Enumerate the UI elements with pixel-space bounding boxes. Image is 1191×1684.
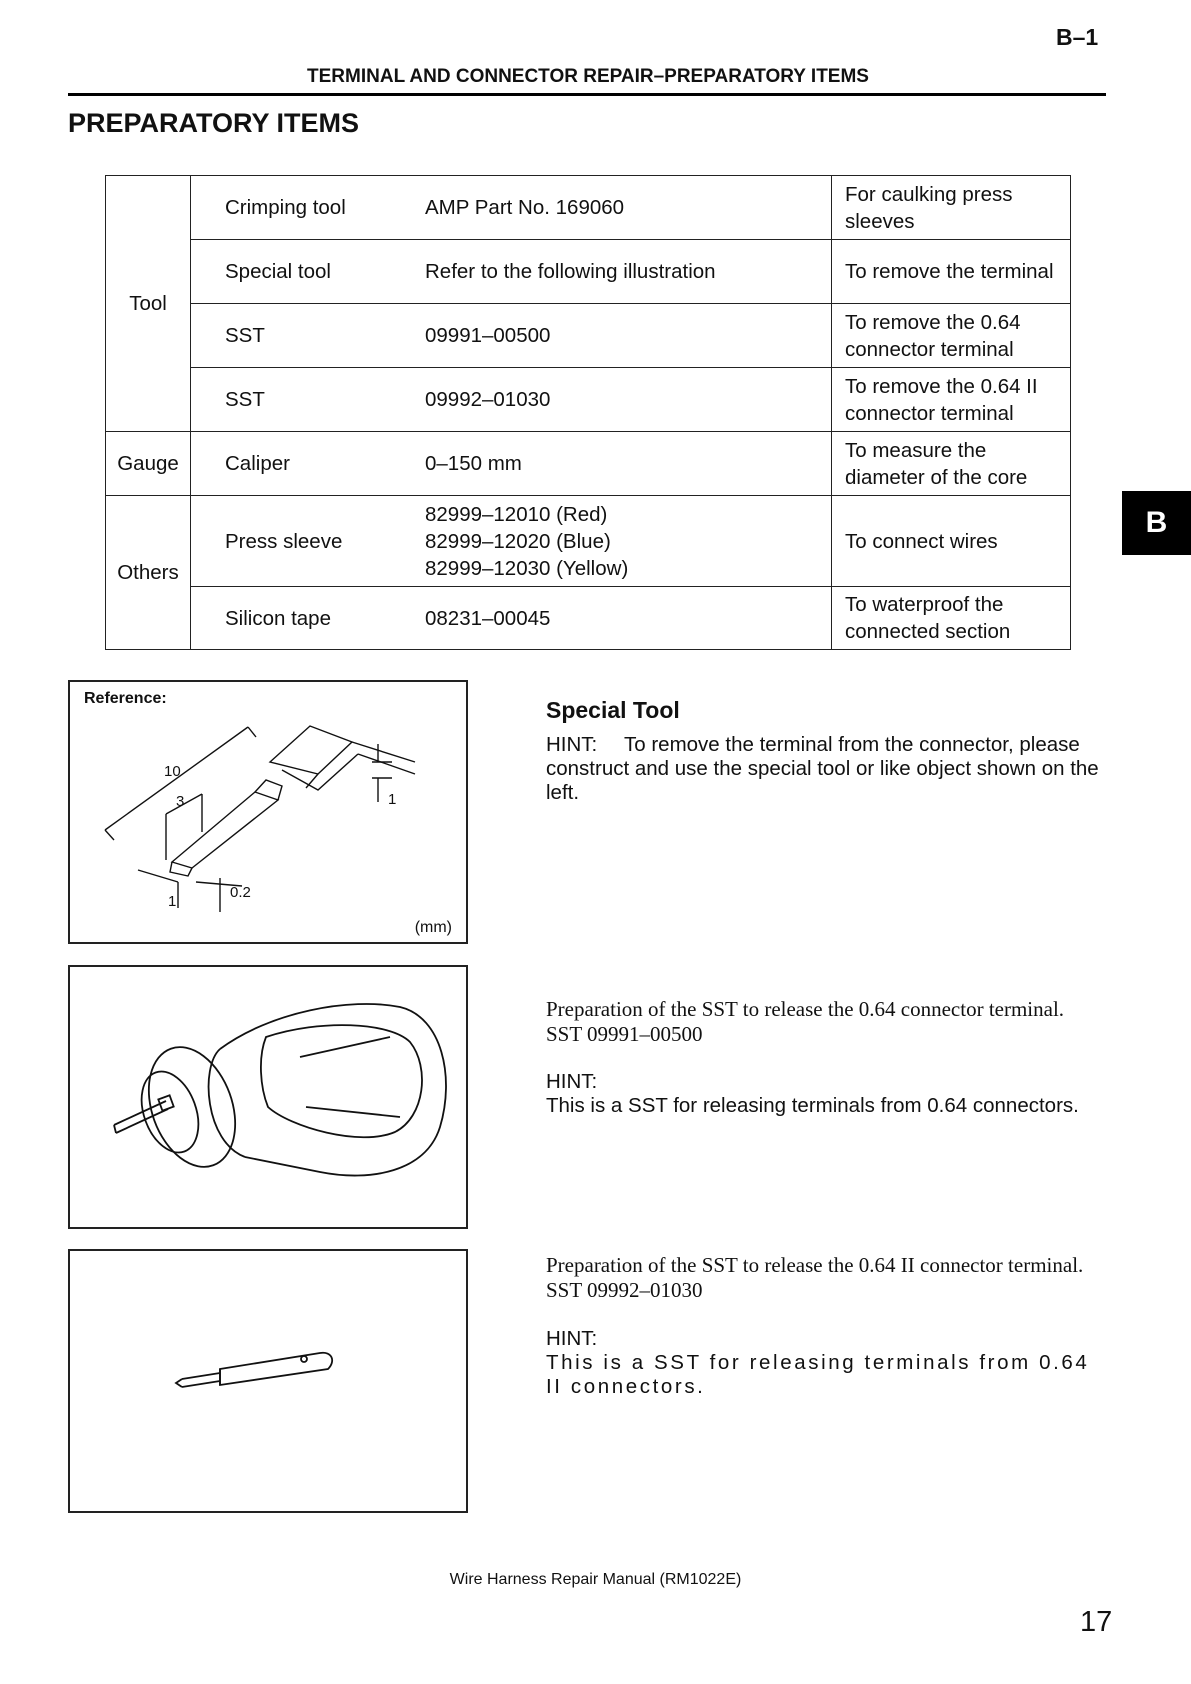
part-number: 08231–00045 [425, 606, 551, 630]
dim-02-label: 0.2 [230, 884, 251, 901]
table-row [106, 432, 1071, 496]
purpose-cell: To waterproof the connected section [832, 587, 1071, 650]
sst1-hint-label: HINT: [546, 1070, 598, 1093]
page-title: PREPARATORY ITEMS [68, 108, 360, 138]
unit-label: (mm) [414, 919, 452, 936]
tool-name: Special tool [225, 260, 331, 283]
sst-screwdriver-drawing [70, 967, 466, 1227]
figure-label: Reference: [84, 690, 167, 707]
part-number: 0–150 mm [425, 452, 522, 475]
dim-1-bottom-label: 1 [168, 893, 177, 910]
manual-footer: Wire Harness Repair Manual (RM1022E) [449, 1571, 742, 1588]
part-number: 09991–00500 [425, 324, 551, 347]
sst-key-drawing [70, 1251, 466, 1511]
tool-name: Caliper [225, 452, 290, 475]
dim-10-label: 10 [164, 763, 181, 780]
section-tab: B [1122, 491, 1191, 555]
table-row [106, 368, 1071, 432]
tool-name: Crimping tool [225, 196, 346, 219]
part-number: AMP Part No. 169060 [425, 196, 625, 219]
special-tool-hint [546, 733, 1110, 805]
sst2-hint-text: This is a SST for releasing terminals from 0.64 II connectors. [546, 1351, 1090, 1398]
purpose-cell: For caulking press sleeves [832, 176, 1071, 240]
purpose-cell: To remove the terminal [832, 240, 1071, 304]
sst2-hint-label: HINT: [546, 1327, 598, 1350]
table-row [106, 240, 1071, 304]
table-row [106, 496, 1071, 587]
table-row [106, 176, 1071, 240]
category-cell: Tool [106, 176, 191, 432]
preparatory-items-table [105, 175, 1071, 650]
part-number: 09992–01030 [425, 388, 551, 411]
tool-name: SST [225, 324, 265, 347]
part-number: 82999–12010 (Red) [425, 502, 608, 526]
sst-09991-figure [68, 965, 468, 1229]
sst1-code: SST 09991–00500 [546, 1022, 703, 1046]
hint-label: HINT: [546, 733, 598, 756]
sst1-description: Preparation of the SST to release the 0.64 connector terminal. [546, 997, 1065, 1021]
running-title: TERMINAL AND CONNECTOR REPAIR–PREPARATORY ITEMS [307, 66, 869, 87]
page-id: B–1 [1056, 24, 1099, 50]
tool-name: SST [225, 388, 265, 411]
part-number: Refer to the following illustration [425, 260, 716, 283]
sst2-description: Preparation of the SST to release the 0.64 II connector terminal. [546, 1253, 1084, 1277]
tool-name: Silicon tape [225, 606, 331, 630]
sst-09992-figure [68, 1249, 468, 1513]
table-row [106, 587, 1071, 650]
tool-name: Press sleeve [225, 529, 343, 553]
special-tool-figure [68, 680, 468, 944]
header-rule [68, 93, 1106, 96]
purpose-cell: To remove the 0.64 II connector terminal [832, 368, 1071, 432]
special-tool-title: Special Tool [546, 697, 680, 723]
purpose-cell: To measure the diameter of the core [832, 432, 1071, 496]
category-cell: Others [106, 496, 191, 650]
page-number: 17 [1080, 1606, 1113, 1638]
hint-text: To remove the terminal from the connector, please construct and use the special tool or like object shown on the left. [546, 733, 1099, 804]
dim-3-label: 3 [176, 793, 185, 810]
sst2-code: SST 09992–01030 [546, 1278, 703, 1302]
special-tool-drawing [70, 682, 466, 942]
purpose-cell: To remove the 0.64 connector terminal [832, 304, 1071, 368]
table-row [106, 304, 1071, 368]
part-number: 82999–12020 (Blue) [425, 529, 611, 553]
part-number: 82999–12030 (Yellow) [425, 556, 629, 580]
category-cell: Gauge [106, 432, 191, 496]
sst1-hint-text: This is a SST for releasing terminals from 0.64 connectors. [546, 1094, 1079, 1117]
purpose-cell: To connect wires [832, 496, 1071, 587]
dim-1-right-label: 1 [388, 791, 397, 808]
